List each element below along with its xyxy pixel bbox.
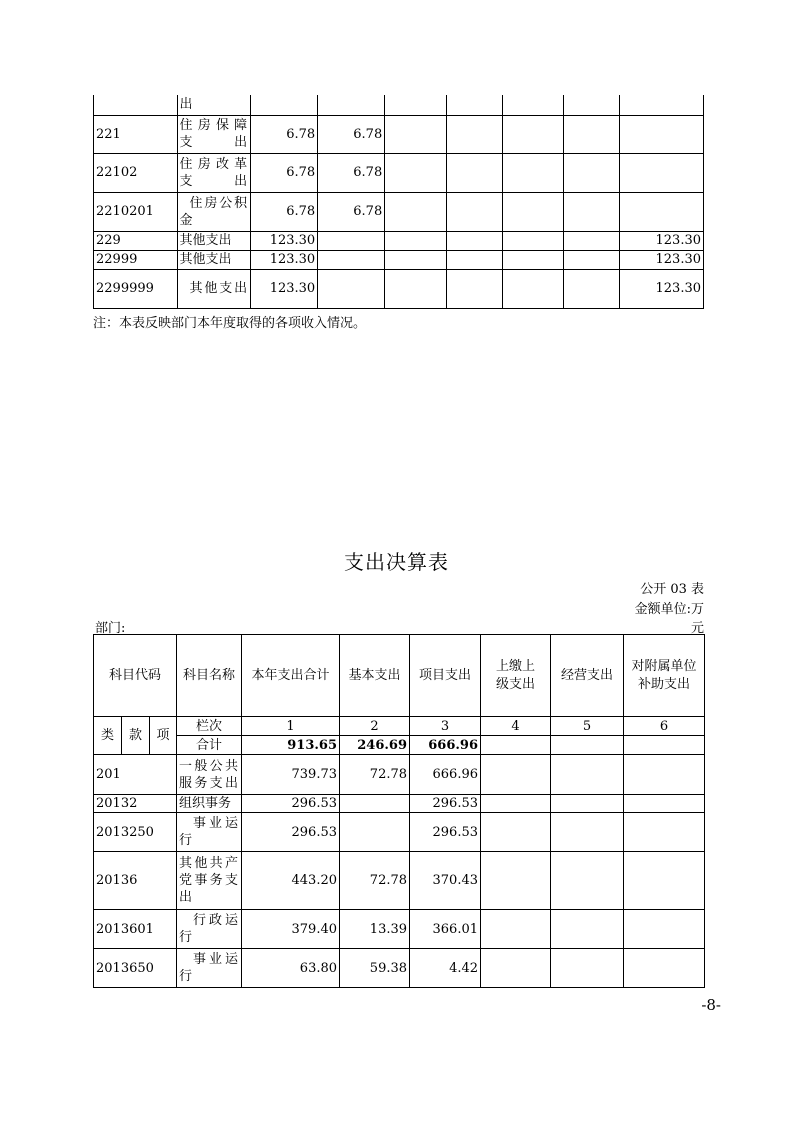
name-cell: 其他共产党事务支出 — [177, 852, 242, 910]
name-cell: 出 — [177, 95, 251, 115]
cell — [551, 910, 624, 949]
cell: 123.30 — [620, 231, 704, 250]
basic-cell — [340, 795, 410, 813]
col-index-4: 4 — [481, 717, 551, 736]
cell — [481, 910, 551, 949]
total-cell: 123.30 — [251, 269, 318, 308]
cell — [624, 755, 705, 795]
code-cell — [94, 95, 178, 115]
header-subsidy: 对附属单位补助支出 — [624, 635, 705, 717]
table-note: 注：本表反映部门本年度取得的各项收入情况。 — [93, 316, 367, 331]
cell — [446, 115, 502, 153]
cell — [502, 231, 564, 250]
header-kuan: 款 — [122, 717, 150, 755]
total-cell: 6.78 — [251, 115, 318, 153]
basic-cell: 72.78 — [340, 755, 410, 795]
name-cell: 其他支出 — [177, 231, 251, 250]
name-cell: 其他支出 — [177, 269, 251, 308]
code-cell: 221 — [94, 115, 178, 153]
code-cell: 22999 — [94, 250, 178, 269]
cell — [551, 755, 624, 795]
cell — [564, 250, 620, 269]
cell — [318, 231, 385, 250]
cell — [564, 153, 620, 192]
cell — [385, 95, 447, 115]
code-cell: 229 — [94, 231, 178, 250]
table-row — [94, 115, 704, 153]
table-row — [94, 95, 704, 115]
table-row — [94, 250, 704, 269]
code-cell: 22102 — [94, 153, 178, 192]
cell — [624, 795, 705, 813]
basic-cell: 13.39 — [340, 910, 410, 949]
table-row — [94, 949, 705, 988]
name-cell: 行政运行 — [177, 910, 242, 949]
table-row — [94, 153, 704, 192]
header-basic: 基本支出 — [340, 635, 410, 717]
table-row — [94, 755, 705, 795]
cell: 123.30 — [620, 269, 704, 308]
table-row — [94, 231, 704, 250]
header-business: 经营支出 — [551, 635, 624, 717]
project-cell: 370.43 — [410, 852, 481, 910]
total-cell — [251, 95, 318, 115]
cell: 6.78 — [318, 115, 385, 153]
cell — [624, 949, 705, 988]
cell — [620, 115, 704, 153]
basic-cell: 72.78 — [340, 852, 410, 910]
header-lanci: 栏次 — [177, 717, 242, 736]
col-index-3: 3 — [410, 717, 481, 736]
header-row — [94, 635, 705, 717]
cell — [446, 231, 502, 250]
cell — [385, 153, 447, 192]
department-label: 部门: — [95, 621, 126, 636]
form-number: 公开 03 表 — [640, 582, 704, 597]
total-cell: 6.78 — [251, 153, 318, 192]
name-cell: 事业运行 — [177, 949, 242, 988]
cell — [620, 95, 704, 115]
unit-label-cont: 元 — [690, 621, 704, 636]
basic-cell: 59.38 — [340, 949, 410, 988]
code-cell: 2299999 — [94, 269, 178, 308]
table-row — [94, 269, 704, 308]
name-cell: 住房公积金 — [177, 192, 251, 231]
cell — [446, 153, 502, 192]
cell — [564, 269, 620, 308]
cell — [624, 910, 705, 949]
cell — [502, 115, 564, 153]
cell — [385, 269, 447, 308]
header-project: 项目支出 — [410, 635, 481, 717]
code-cell: 2013250 — [94, 813, 177, 852]
code-cell: 2013650 — [94, 949, 177, 988]
cell: 123.30 — [620, 250, 704, 269]
cell — [385, 231, 447, 250]
cell — [481, 795, 551, 813]
unit-label: 金额单位:万 — [634, 602, 704, 617]
code-cell: 201 — [94, 755, 177, 795]
name-cell: 其他支出 — [177, 250, 251, 269]
project-cell: 666.96 — [410, 755, 481, 795]
total-cell: 296.53 — [242, 813, 340, 852]
sum-total: 913.65 — [242, 736, 340, 755]
header-upper: 上缴上级支出 — [481, 635, 551, 717]
cell — [564, 192, 620, 231]
total-cell: 63.80 — [242, 949, 340, 988]
project-cell: 366.01 — [410, 910, 481, 949]
cell — [502, 153, 564, 192]
total-cell: 296.53 — [242, 795, 340, 813]
basic-cell — [340, 813, 410, 852]
cell — [385, 192, 447, 231]
expense-table — [93, 634, 705, 988]
income-table-continuation — [93, 95, 704, 309]
code-cell: 2013601 — [94, 910, 177, 949]
project-cell: 296.53 — [410, 795, 481, 813]
cell — [446, 192, 502, 231]
table-row — [94, 910, 705, 949]
cell — [481, 813, 551, 852]
cell — [481, 852, 551, 910]
page-number: -8- — [701, 996, 721, 1014]
cell — [551, 852, 624, 910]
cell — [551, 795, 624, 813]
cell — [446, 250, 502, 269]
header-total: 本年支出合计 — [242, 635, 340, 717]
cell: 6.78 — [318, 192, 385, 231]
cell — [502, 95, 564, 115]
cell — [624, 813, 705, 852]
col-index-2: 2 — [340, 717, 410, 736]
page-title: 支出决算表 — [344, 550, 449, 574]
cell — [564, 115, 620, 153]
code-cell: 20132 — [94, 795, 177, 813]
total-cell: 123.30 — [251, 231, 318, 250]
cell — [502, 192, 564, 231]
cell — [624, 852, 705, 910]
name-cell: 事业运行 — [177, 813, 242, 852]
column-index-row — [94, 717, 705, 736]
cell — [318, 250, 385, 269]
col-index-6: 6 — [624, 717, 705, 736]
table-row — [94, 192, 704, 231]
cell — [385, 115, 447, 153]
name-cell: 组织事务 — [177, 795, 242, 813]
cell — [551, 949, 624, 988]
table-row — [94, 852, 705, 910]
cell — [620, 153, 704, 192]
code-cell: 2210201 — [94, 192, 178, 231]
cell — [551, 813, 624, 852]
header-lei: 类 — [94, 717, 122, 755]
col-index-1: 1 — [242, 717, 340, 736]
name-cell: 住房改革支出 — [177, 153, 251, 192]
sum-row — [94, 736, 705, 755]
cell — [502, 269, 564, 308]
table-row — [94, 795, 705, 813]
col-index-5: 5 — [551, 717, 624, 736]
cell — [481, 755, 551, 795]
cell — [502, 250, 564, 269]
total-cell: 123.30 — [251, 250, 318, 269]
sum-project: 666.96 — [410, 736, 481, 755]
header-name: 科目名称 — [177, 635, 242, 717]
cell — [564, 231, 620, 250]
sum-basic: 246.69 — [340, 736, 410, 755]
project-cell: 296.53 — [410, 813, 481, 852]
header-code: 科目代码 — [94, 635, 177, 717]
sum-label: 合计 — [177, 736, 242, 755]
total-cell: 739.73 — [242, 755, 340, 795]
cell — [385, 250, 447, 269]
cell — [318, 269, 385, 308]
cell — [564, 95, 620, 115]
name-cell: 住房保障支出 — [177, 115, 251, 153]
cell — [481, 736, 551, 755]
total-cell: 6.78 — [251, 192, 318, 231]
cell — [624, 736, 705, 755]
project-cell: 4.42 — [410, 949, 481, 988]
cell — [318, 95, 385, 115]
cell — [481, 949, 551, 988]
total-cell: 443.20 — [242, 852, 340, 910]
cell — [620, 192, 704, 231]
cell: 6.78 — [318, 153, 385, 192]
cell — [551, 736, 624, 755]
cell — [446, 269, 502, 308]
table-row — [94, 813, 705, 852]
code-cell: 20136 — [94, 852, 177, 910]
header-xiang: 项 — [150, 717, 177, 755]
cell — [446, 95, 502, 115]
name-cell: 一般公共服务支出 — [177, 755, 242, 795]
total-cell: 379.40 — [242, 910, 340, 949]
